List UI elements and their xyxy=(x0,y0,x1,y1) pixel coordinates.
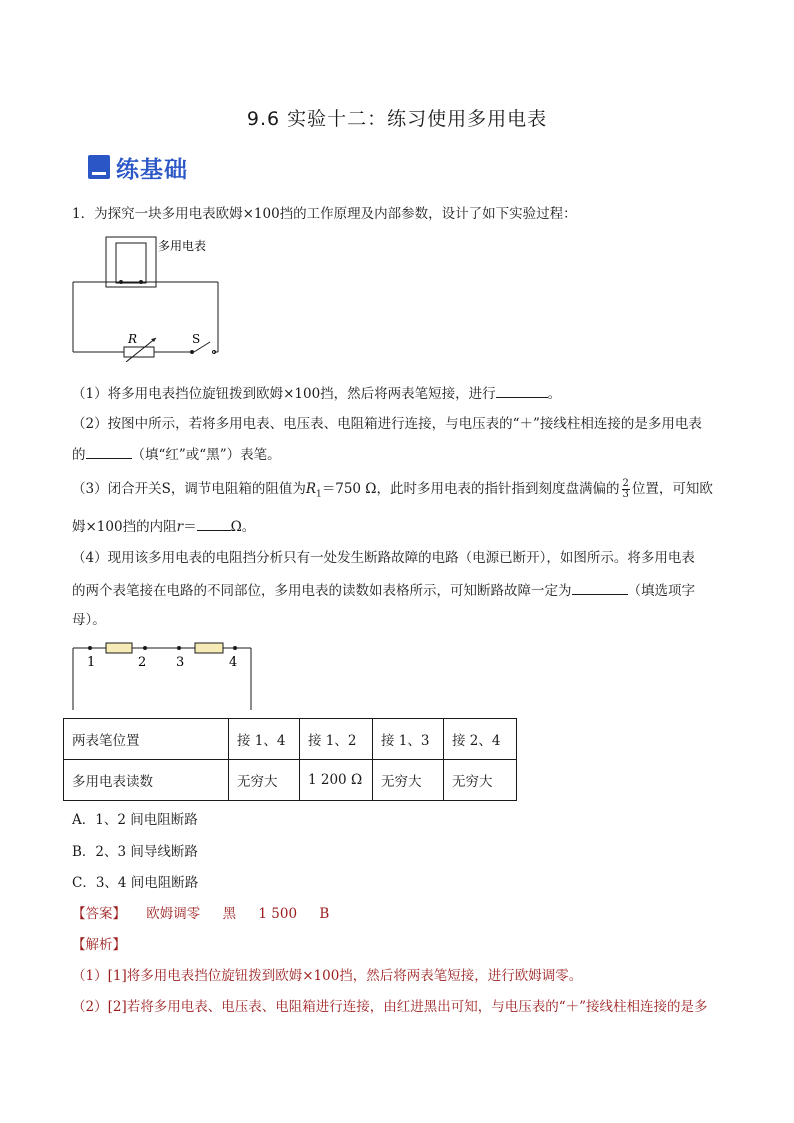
switch-label: S xyxy=(192,332,201,346)
answer-label: 【答案】 xyxy=(72,906,126,922)
book-icon xyxy=(88,155,110,179)
part-4-line1: （4）现用该多用电表的电阻挡分析只有一处发生断路故障的电路（电源已断开），如图所示。将多用电表 xyxy=(72,550,695,566)
table-row xyxy=(64,760,517,801)
table-cell: 接 1、2 xyxy=(300,719,373,760)
answer-value: 1 500 xyxy=(258,906,298,922)
part-3-line2: 姆×100挡的内阻r＝ Ω。 xyxy=(72,516,255,537)
node-label-2: 2 xyxy=(138,655,147,670)
multimeter-screen xyxy=(116,243,146,283)
answer-value: B xyxy=(319,906,330,922)
resistor-2 xyxy=(195,643,223,653)
terminal-right xyxy=(139,280,143,284)
table-cell: 1 200 Ω xyxy=(300,760,373,801)
part-2-line1: （2）按图中所示，若将多用电表、电压表、电阻箱进行连接，与电压表的“＋”接线柱相连接的是多用电表 xyxy=(72,416,702,432)
table-cell: 无穷大 xyxy=(229,760,300,801)
section-label: 练基础 xyxy=(116,156,188,183)
resistor-label: R xyxy=(128,332,138,346)
table-cell: 无穷大 xyxy=(444,760,517,801)
table-cell: 多用电表读数 xyxy=(64,760,229,801)
multimeter-label: 多用电表 xyxy=(158,239,207,253)
section-heading xyxy=(88,151,188,183)
blank-1[interactable] xyxy=(496,383,548,398)
resistor-1 xyxy=(106,643,132,653)
circuit-figure-2 xyxy=(66,638,258,714)
node-dot-2 xyxy=(143,646,147,650)
switch-pivot xyxy=(190,350,194,354)
answer-value: 欧姆调零 xyxy=(146,906,201,922)
blank-4[interactable] xyxy=(572,580,628,595)
table-cell: 接 2、4 xyxy=(444,719,517,760)
table-cell: 两表笔位置 xyxy=(64,719,229,760)
circuit-figure-1 xyxy=(68,234,228,362)
answer-value: 黑 xyxy=(222,906,237,922)
analysis-line: （1）[1]将多用电表挡位旋钮拨到欧姆×100挡，然后将两表笔短接，进行欧姆调零。 xyxy=(72,968,583,984)
node-dot-4 xyxy=(233,646,237,650)
table-cell: 接 1、4 xyxy=(229,719,300,760)
analysis-line: （2）[2]若将多用电表、电压表、电阻箱进行连接，由红进黑出可知，与电压表的“＋”接线柱相连接的是多 xyxy=(72,999,708,1015)
option-a[interactable]: A．1、2 间电阻断路 xyxy=(72,812,198,828)
node-label-1: 1 xyxy=(87,655,96,670)
page-title: 9.6 实验十二：练习使用多用电表 xyxy=(246,108,548,130)
part-4-line2: 的两个表笔接在电路的不同部位，多用电表的读数如表格所示，可知断路故障一定为 （填选项字 xyxy=(72,580,695,601)
node-label-4: 4 xyxy=(229,655,238,670)
table-row xyxy=(64,719,517,760)
option-c[interactable]: C．3、4 间电阻断路 xyxy=(72,875,199,891)
table-cell: 无穷大 xyxy=(373,760,444,801)
multimeter-body xyxy=(106,237,156,287)
option-b[interactable]: B．2、3 间导线断路 xyxy=(72,844,198,860)
fraction-two-thirds: $\frac{2}{3}$ xyxy=(622,478,629,500)
part-4-line3: 母）。 xyxy=(72,612,106,628)
table-cell: 接 1、3 xyxy=(373,719,444,760)
part-2-line2: 的 （填“红”或“黑”）表笔。 xyxy=(72,444,281,465)
question-stem: 1．为探究一块多用电表欧姆×100挡的工作原理及内部参数，设计了如下实验过程： xyxy=(72,206,577,222)
node-dot-1 xyxy=(88,646,92,650)
blank-3[interactable] xyxy=(197,516,231,531)
analysis-label: 【解析】 xyxy=(72,937,126,953)
blank-2[interactable] xyxy=(86,444,132,459)
answer-line xyxy=(72,904,329,924)
terminal-left xyxy=(119,280,123,284)
node-dot-3 xyxy=(177,646,181,650)
node-label-3: 3 xyxy=(176,655,185,670)
part-1: （1）将多用电表挡位旋钮拨到欧姆×100挡，然后将两表笔短接，进行 。 xyxy=(72,383,561,404)
part-3-line1: （3）闭合开关S，调节电阻箱的阻值为$R_1=750$ Ω，此时多用电表的指针指到刻度盘满偏的 $\frac{2}{3}$ 位置，可知欧 xyxy=(72,478,713,500)
readings-table xyxy=(63,718,517,801)
